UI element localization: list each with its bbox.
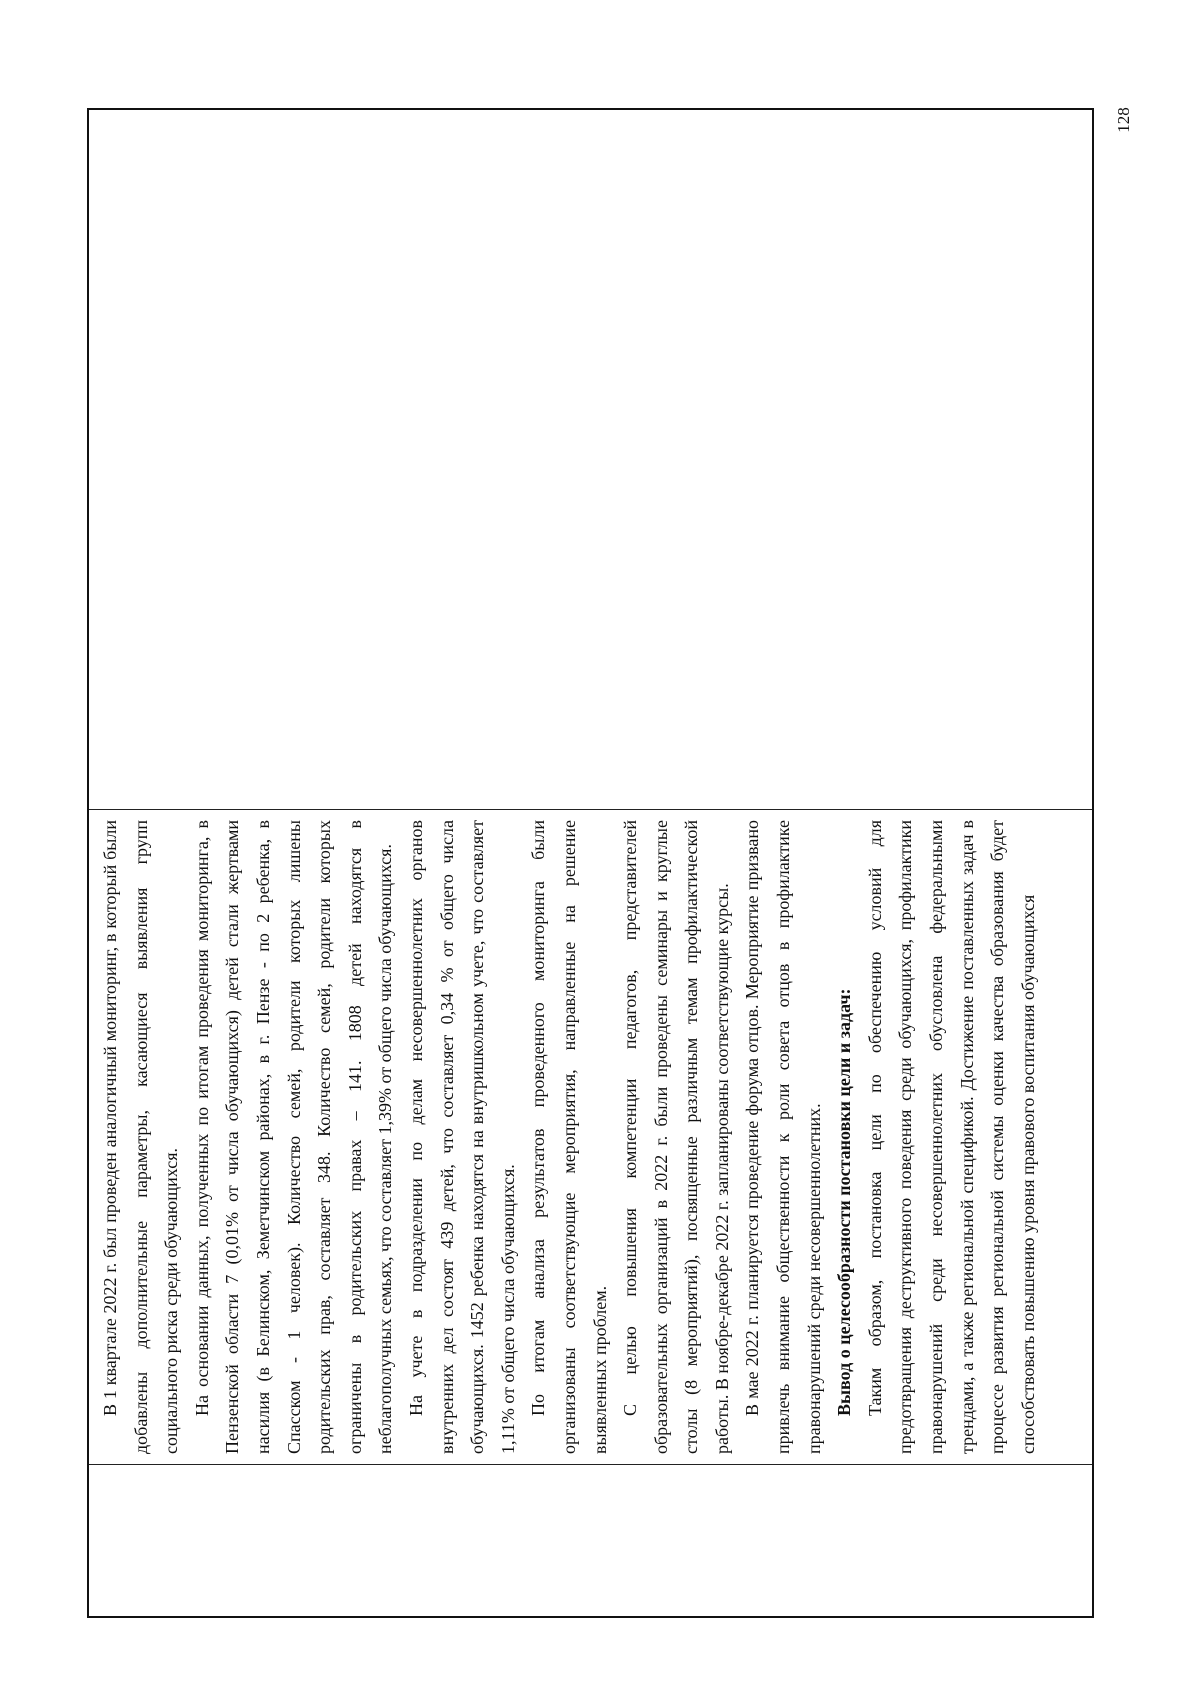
paragraph-4: По итогам анализа результатов проведенного мониторинга были организованы соответствующие мероприятия, направленные на решение выявленных проблем.: [528, 820, 610, 1454]
paragraph-5: С целью повышения компетенции педагогов, представителей образовательных организаций в 2022 г. были проведены семинары и круглые столы (8 мероприятий), посвященные различным темам профилактической работы. В ноябре-декабре 2022 г. запланированы соответствующие курсы.: [620, 820, 732, 1454]
table-cell-right: [89, 110, 1092, 809]
table: [87, 108, 1094, 1618]
table-cell-content: [89, 809, 1092, 1464]
conclusion-paragraph: Таким образом, постановка цели по обеспечению условий для предотвращения деструктивного поведения среди обучающихся, профилактики правонарушений среди несовершеннолетних обусловлена федеральными трендами, а также региональной спецификой. Достижение поставленных задач в процессе развития региональной системы оценки качества образования будет способствовать повышению уровня правового воспитания обучающихся: [864, 820, 1038, 1454]
paragraph-2: На основании данных, полученных по итогам проведения мониторинга, в Пензенской области 7 (0,01% от числа обучающихся) детей стали жертвами насилия (в Белинском, Земетчинском районах, в г. Пензе - по 2 ребенка, в Спасском - 1 человек). Количество семей, родители которых лишены родительских прав, составляет 348. Количество семей, родители которых ограничены в родительских правах – 141. 1808 детей находятся в неблагополучных семьях, что составляет 1,39% от общего числа обучающихся.: [191, 820, 396, 1454]
table-cell-left: [89, 1464, 1092, 1616]
conclusion-heading: Вывод о целесообразности постановки цели и задач:: [834, 988, 855, 1416]
paragraph-3: На учете в подразделении по делам несовершеннолетних органов внутренних дел состоят 439 детей, что составляет 0,34 % от общего числа обучающихся. 1452 ребенка находятся на внутришкольном учете, что составляет 1,11% от общего числа обучающихся.: [405, 820, 518, 1454]
page-number: 128: [1114, 107, 1133, 133]
rotated-table-wrapper: [87, 108, 1094, 1618]
paragraph-1: В 1 квартале 2022 г. был проведен аналогичный мониторинг, в который были добавлены дополнительные параметры, касающиеся выявления групп социального риска среди обучающихся.: [100, 820, 182, 1454]
paragraph-6: В мае 2022 г. планируется проведение форума отцов. Мероприятие призвано привлечь внимание общественности к роли совета отцов в профилактике правонарушений среди несовершеннолетних.: [742, 820, 824, 1454]
conclusion-heading-paragraph: [829, 820, 860, 1454]
